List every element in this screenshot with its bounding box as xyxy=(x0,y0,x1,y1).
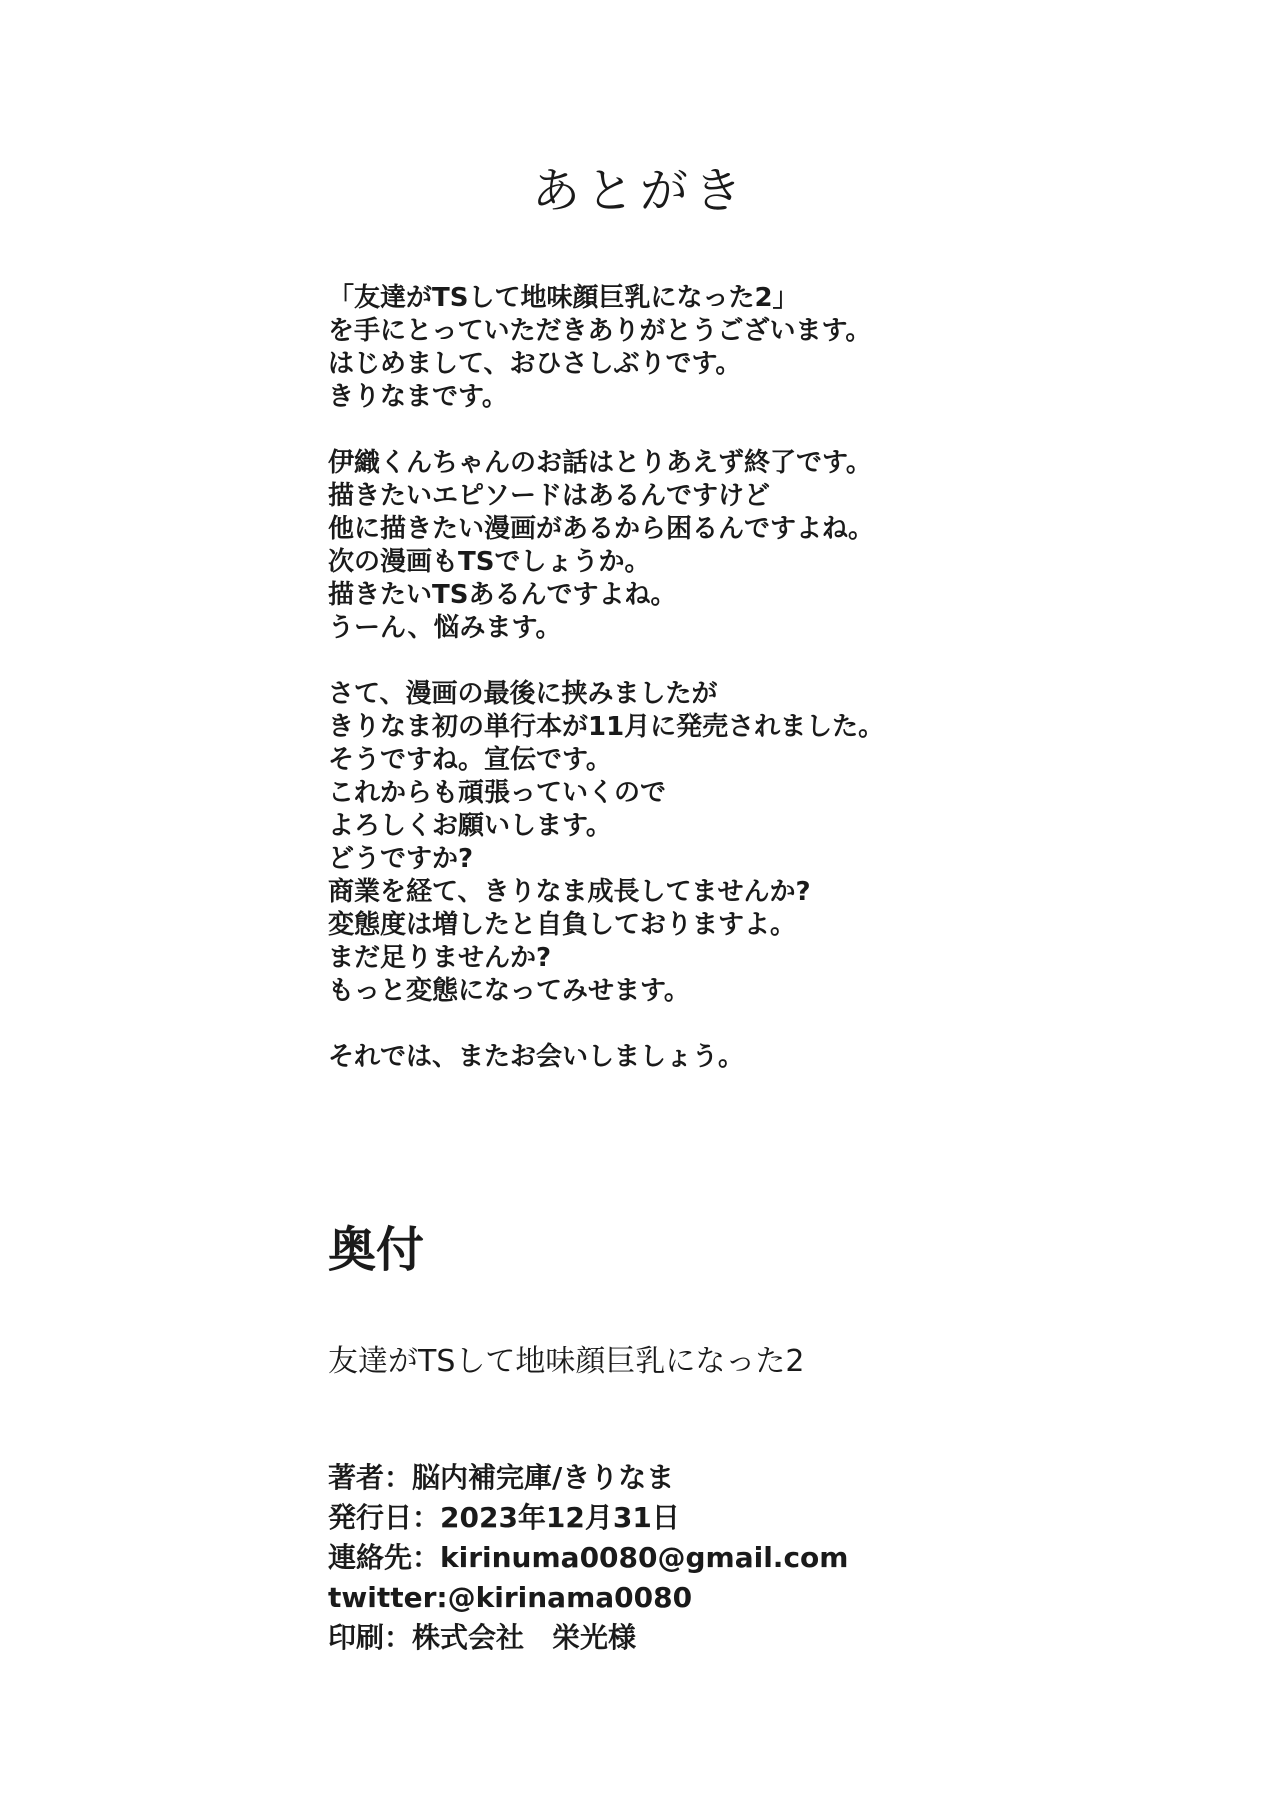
publish-date-line: 発行日：2023年12月31日 xyxy=(328,1501,680,1534)
afterword-body xyxy=(328,282,1048,1107)
book-title: 友達がTSして地味顔巨乳になった2 xyxy=(328,1344,805,1379)
afterword-line: まだ足りませんか? xyxy=(328,943,552,973)
afterword-paragraph-3 xyxy=(328,678,1048,1008)
afterword-line: 他に描きたい漫画があるから困るんですよね。 xyxy=(328,514,875,544)
afterword-line: 次の漫画もTSでしょうか。 xyxy=(328,547,651,577)
afterword-line: 商業を経て、きりなま成長してませんか? xyxy=(328,877,811,907)
printer-line: 印刷：株式会社 栄光様 xyxy=(328,1621,637,1654)
afterword-paragraph-4 xyxy=(328,1041,1048,1074)
afterword-line: それでは、またお会いしましょう。 xyxy=(328,1042,745,1072)
colophon-heading: 奥付 xyxy=(328,1222,425,1278)
afterword-line: これからも頑張っていくので xyxy=(328,778,667,808)
afterword-line: 変態度は増したと自負しておりますよ。 xyxy=(328,910,797,940)
afterword-paragraph-2 xyxy=(328,447,1048,645)
afterword-line: を手にとっていただきありがとうございます。 xyxy=(328,316,872,346)
afterword-line: どうですか? xyxy=(328,844,474,874)
afterword-line: うーん、悩みます。 xyxy=(328,613,562,643)
afterword-paragraph-1 xyxy=(328,282,1048,414)
afterword-line: よろしくお願いします。 xyxy=(328,811,612,841)
afterword-line: もっと変態になってみせます。 xyxy=(328,976,690,1006)
afterword-line: 「友達がTSして地味顔巨乳になった2」 xyxy=(328,283,799,313)
colophon-credits xyxy=(328,1458,1088,1658)
afterword-line: そうですね。宣伝です。 xyxy=(328,745,612,775)
twitter-line: twitter:@kirinama0080 xyxy=(328,1581,693,1614)
afterword-line: さて、漫画の最後に挟みましたが xyxy=(328,679,718,709)
author-line: 著者：脳内補完庫/きりなま xyxy=(328,1461,675,1494)
afterword-line: 描きたいTSあるんですよね。 xyxy=(328,580,677,610)
afterword-line: 伊織くんちゃんのお話はとりあえず終了です。 xyxy=(328,448,872,478)
afterword-line: 描きたいエピソードはあるんですけど xyxy=(328,481,771,511)
afterword-line: きりなまです。 xyxy=(328,382,508,412)
afterword-line: はじめまして、おひさしぶりです。 xyxy=(328,349,742,379)
afterword-title: あとがき xyxy=(531,163,748,219)
afterword-line: きりなま初の単行本が11月に発売されました。 xyxy=(328,712,885,742)
contact-email-line: 連絡先：kirinuma0080@gmail.com xyxy=(328,1541,849,1574)
